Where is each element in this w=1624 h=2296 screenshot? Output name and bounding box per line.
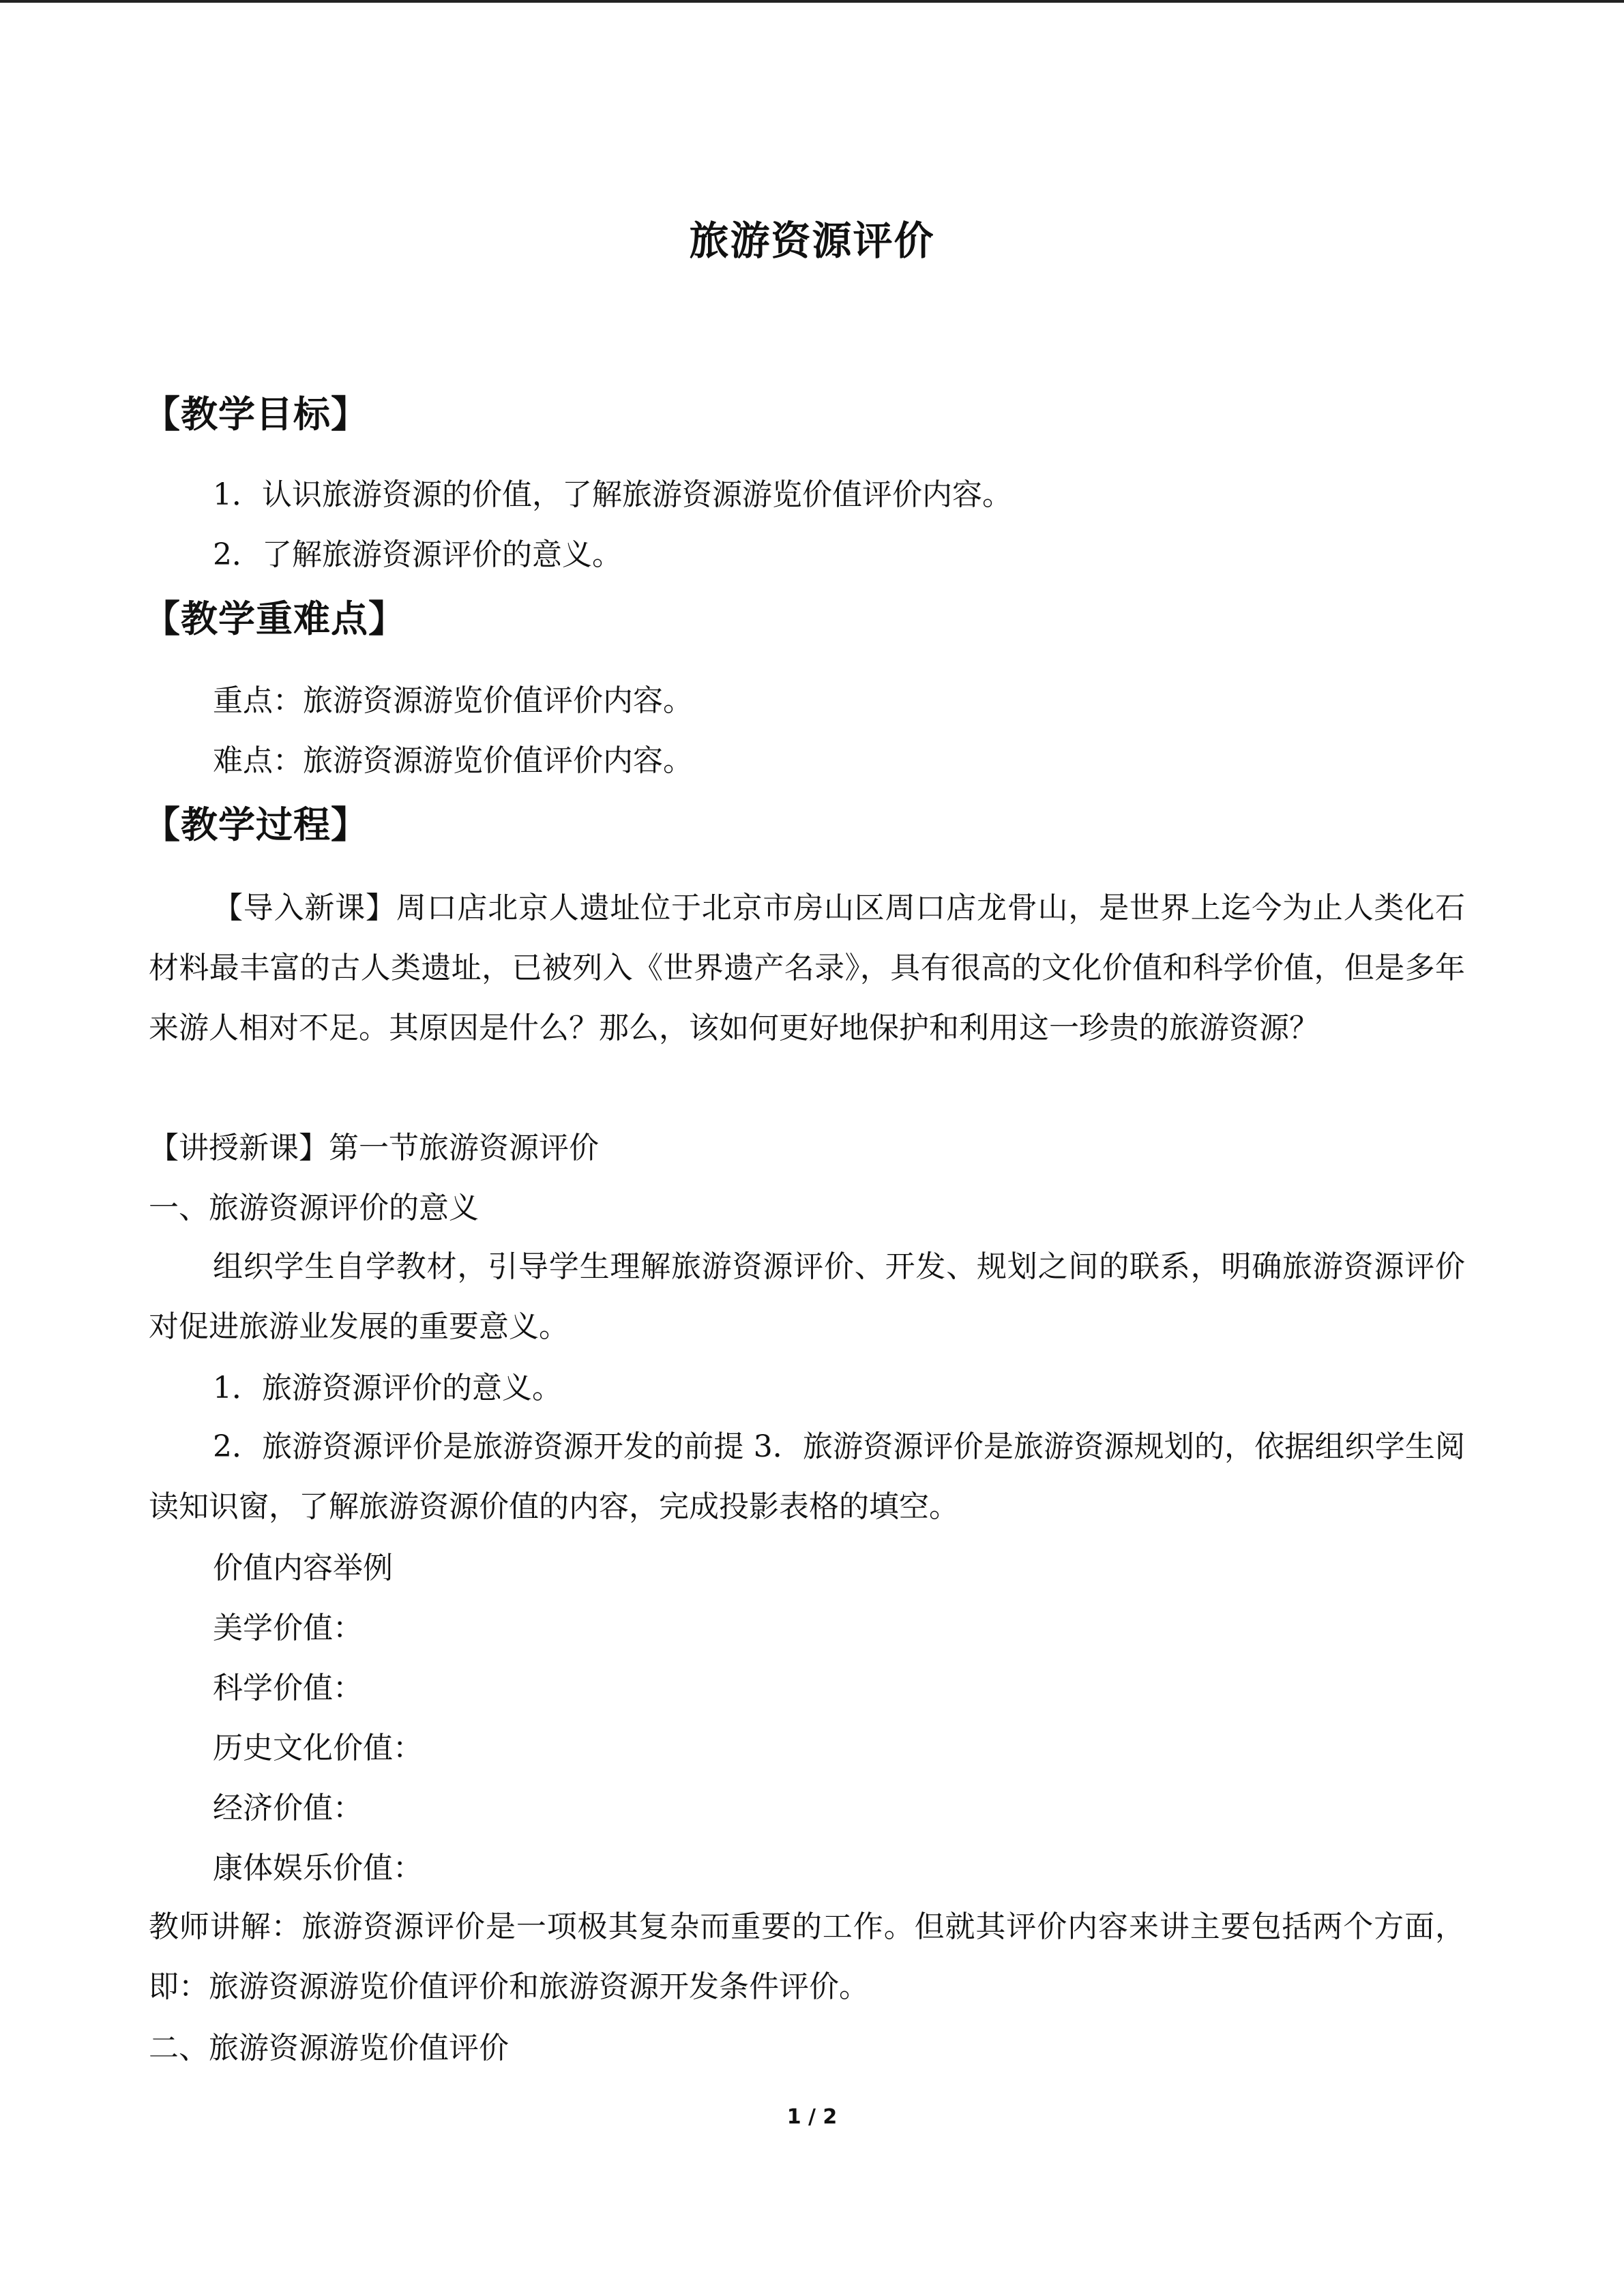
top-border (0, 0, 1624, 3)
key-point-line: 重点：旅游资源游览价值评价内容。 (213, 683, 693, 718)
goal-item-2: 2．了解旅游资源评价的意义。 (213, 537, 622, 572)
goal-item-1: 1．认识旅游资源的价值，了解旅游资源游览价值评价内容。 (213, 477, 1012, 512)
heading-key-difficult-points: 【教学重难点】 (143, 597, 406, 640)
intro-paragraph: 【导入新课】周口店北京人遗址位于北京市房山区周口店龙骨山，是世界上迄今为止人类化石材料最丰富的古人类遗址，已被列入《世界遗产名录》，具有很高的文化价值和科学价值，但是多年来游人相对不足。其原因是什么？那么，该如何更好地保护和利用这一珍贵的旅游资源？ (149, 891, 1465, 1045)
value-aesthetic: 美学价值： (213, 1611, 363, 1645)
value-economic: 经济价值： (213, 1791, 363, 1825)
document-title: 旅游资源评价 (689, 218, 935, 264)
lecture-line: 【讲授新课】第一节旅游资源评价 (149, 1131, 599, 1165)
heading-teaching-process: 【教学过程】 (143, 803, 368, 846)
list-item-1: 1．旅游资源评价的意义。 (213, 1371, 562, 1405)
section-2-heading: 二、旅游资源游览价值评价 (149, 2031, 509, 2066)
value-scientific: 科学价值： (213, 1671, 363, 1705)
teacher-explanation-paragraph: 教师讲解：旅游资源评价是一项极其复杂而重要的工作。但就其评价内容来讲主要包括两个方面，即：旅游资源游览价值评价和旅游资源开发条件评价。 (149, 1909, 1465, 2004)
value-recreation: 康体娱乐价值： (213, 1851, 423, 1885)
list-item-2-paragraph: 2．旅游资源评价是旅游资源开发的前提 3．旅游资源评价是旅游资源规划的，依据组织学生阅读知识窗，了解旅游资源价值的内容，完成投影表格的填空。 (149, 1429, 1465, 1524)
heading-teaching-goals: 【教学目标】 (143, 393, 368, 436)
page-number: 1 / 2 (786, 2105, 838, 2129)
value-table-header: 价值内容举例 (213, 1551, 393, 1585)
value-historical: 历史文化价值： (213, 1731, 423, 1765)
difficult-point-line: 难点：旅游资源游览价值评价内容。 (213, 743, 693, 778)
section-1-heading: 一、旅游资源评价的意义 (149, 1191, 479, 1225)
section-1-paragraph: 组织学生自学教材，引导学生理解旅游资源评价、开发、规划之间的联系，明确旅游资源评价对促进旅游业发展的重要意义。 (149, 1249, 1465, 1344)
